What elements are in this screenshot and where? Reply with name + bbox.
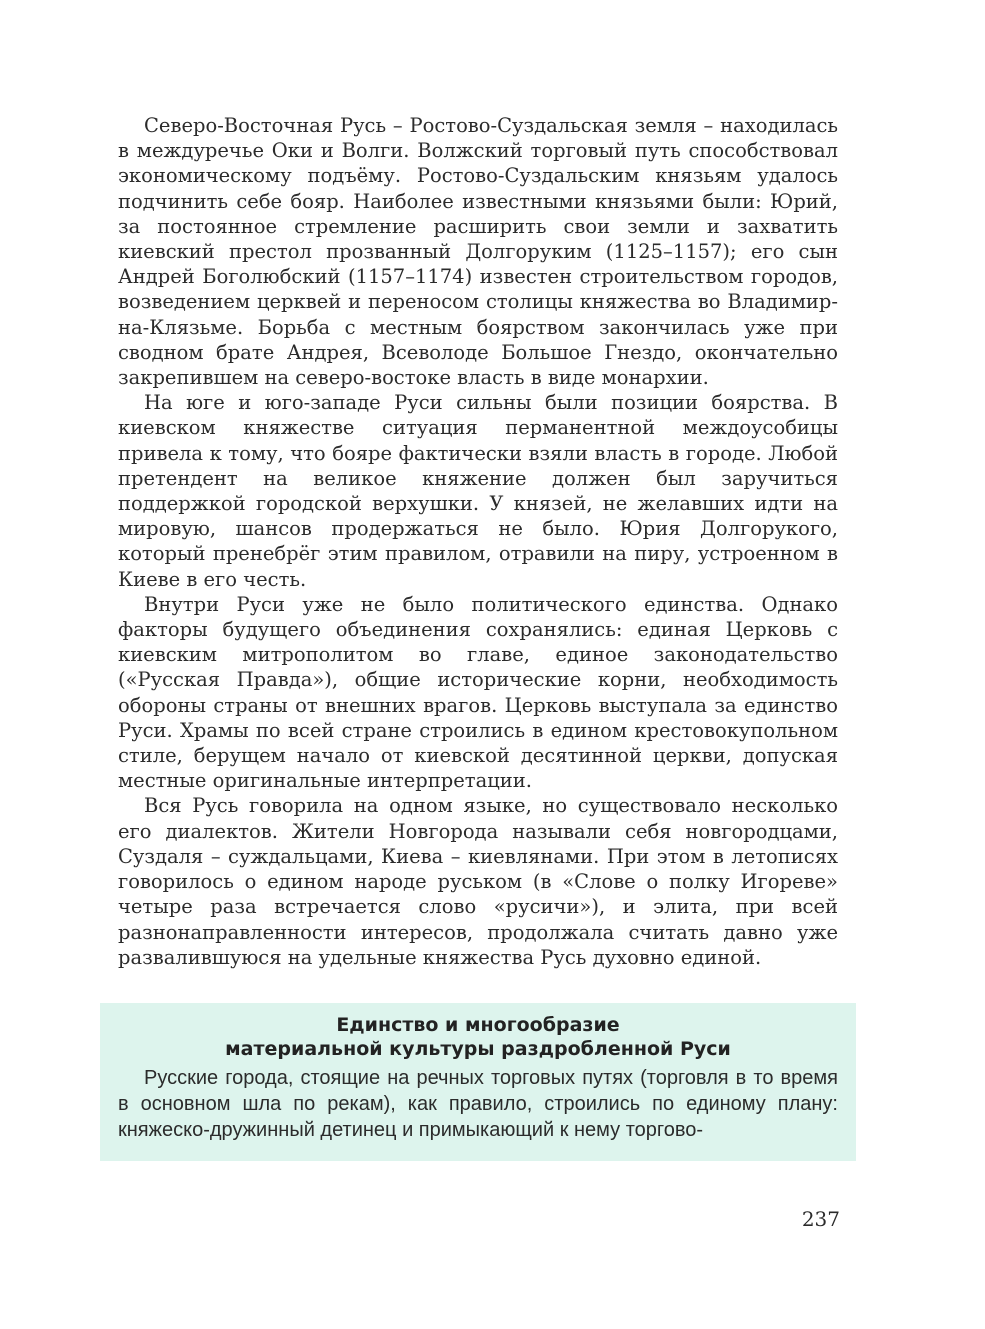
sidebar-paragraph: Русские города, стоящие на речных торговых путях (торговля в то время в основном шла по рекам), как правило, строились по единому плану: княжеско-дружинный детинец и примыкающий к нему торгово- (118, 1067, 838, 1141)
sidebar-heading-line2: материальной культуры раздробленной Руси (225, 1038, 731, 1060)
sidebar-heading (118, 1013, 838, 1061)
paragraph-unity-factors: Внутри Руси уже не было политического единства. Однако факторы будущего объединения сохранялись: единая Церковь с киевским митрополитом во главе, единое законодательство («Русская Правда»), общие исторические корни, необходимость обороны страны от внешних врагов. Церковь выступала за единство Руси. Храмы по всей стране строились в едином крестовокупольном стиле, берущем начало от киевской десятинной церкви, допуская местные оригинальные интерпретации. (118, 592, 838, 793)
main-text-body (118, 113, 838, 970)
page-number: 237 (801, 1207, 840, 1231)
paragraph-language-dialects: Вся Русь говорила на одном языке, но существовало несколько его диалектов. Жители Новгорода называли себя новгородцами, Суздаля – суждальцами, Киева – киевлянами. При этом в летописях говорилось о едином народе руськом (в «Слове о полку Игореве» четыре раза встречается слово «русичи»), и элита, при всей разнонаправленности интересов, продолжала считать давно уже развалившуюся на удельные княжества Русь духовно единой. (118, 794, 838, 969)
paragraph-north-east-rus: Северо-Восточная Русь – Ростово-Суздальская земля – находилась в междуречье Оки и Волги. Волжский торговый путь способствовал экономическому подъёму. Ростово-Суздальским князьям удалось подчинить себе бояр. Наиболее известными князьями были: Юрий, за постоянное стремление расширить свои земли и захватить киевский престол прозванный Долгоруким (1125–1157); его сын Андрей Боголюбский (1157–1174) известен строительством городов, возведением церквей и переносом столицы княжества во Владимир-на-Клязьме. Борьба с местным боярством закончилась уже при сводном брате Андрея, Всеволоде Большое Гнездо, окончательно закрепившем на северо-востоке власть в виде монархии. (118, 114, 838, 390)
paragraph-south-west-rus: На юге и юго-западе Руси сильны были позиции боярства. В киевском княжестве ситуация перманентной междоусобицы привела к тому, что бояре фактически взяли власть в городе. Любой претендент на великое княжение должен был заручиться поддержкой городской верхушки. У князей, не желавших идти на мировую, шансов продержаться не было. Юрия Долгорукого, который пренебрёг этим правилом, отравили на пиру, устроенном в Киеве в его честь. (118, 391, 838, 591)
sidebar-box (100, 1003, 856, 1161)
sidebar-heading-line1: Единство и многообразие (336, 1014, 620, 1036)
